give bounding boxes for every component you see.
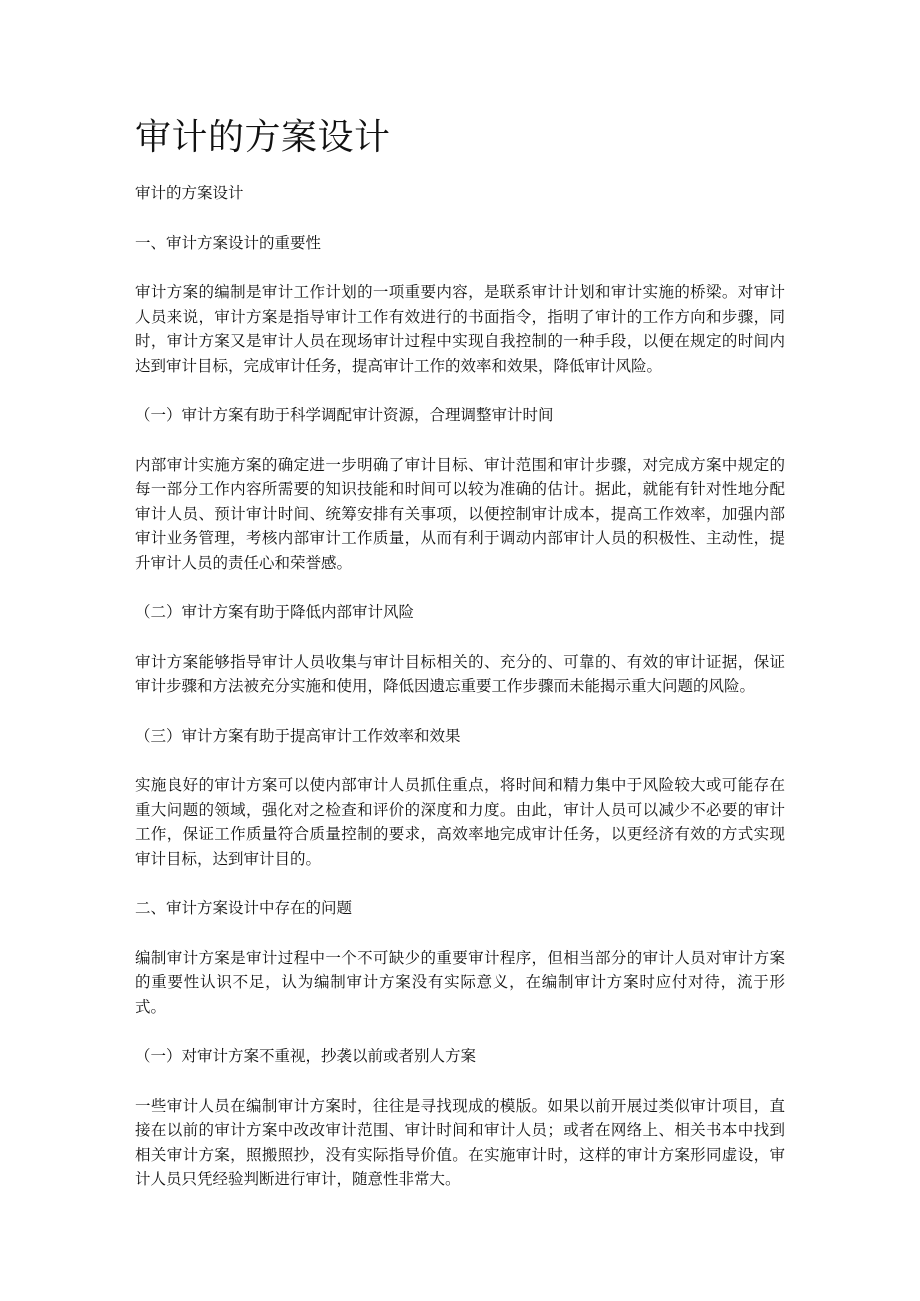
- subsection-heading: （一）对审计方案不重视，抄袭以前或者别人方案: [135, 1047, 477, 1065]
- document-body: [135, 181, 785, 1217]
- body-paragraph: 一些审计人员在编制审计方案时，往往是寻找现成的模版。如果以前开展过类似审计项目，直接在以前的审计方案中改改审计范围、审计时间和审计人员；或者在网络上、相关书本中找到相关审计方案，照搬照抄，没有实际指导价值。在实施审计时，这样的审计方案形同虚设，审计人员只凭经验判断进行审计，随意性非常大。: [135, 1096, 785, 1188]
- body-paragraph: 审计方案能够指导审计人员收集与审计目标相关的、充分的、可靠的、有效的审计证据，保证审计步骤和方法被充分实施和使用，降低因遗忘重要工作步骤而未能揭示重大问题的风险。: [135, 652, 785, 695]
- section-heading-1: 一、审计方案设计的重要性: [135, 233, 322, 252]
- body-paragraph: 审计方案的编制是审计工作计划的一项重要内容，是联系审计计划和审计实施的桥梁。对审计人员来说，审计方案是指导审计工作有效进行的书面指令，指明了审计的工作方向和步骤，同时，审计方案又是审计人员在现场审计过程中实现自我控制的一种手段，以便在规定的时间内达到审计目标，完成审计任务，提高审计工作的效率和效果，降低审计风险。: [135, 283, 785, 375]
- document-title: 审计的方案设计: [135, 117, 391, 158]
- subsection-heading: （三）审计方案有助于提高审计工作效率和效果: [135, 726, 461, 745]
- body-paragraph: 内部审计实施方案的确定进一步明确了审计目标、审计范围和审计步骤，对完成方案中规定的每一部分工作内容所需要的知识技能和时间可以较为准确的估计。据此，就能有针对性地分配审计人员、预计审计时间、统筹安排有关事项，以便控制审计成本，提高工作效率，加强内部审计业务管理，考核内部审计工作质量，从而有利于调动内部审计人员的积极性、主动性，提升审计人员的责任心和荣誉感。: [135, 455, 785, 572]
- section-heading-2: 二、审计方案设计中存在的问题: [135, 899, 353, 917]
- subsection-heading: （二）审计方案有助于降低内部审计风险: [135, 603, 415, 621]
- body-paragraph: 编制审计方案是审计过程中一个不可缺少的重要审计程序，但相当部分的审计人员对审计方案的重要性认识不足，认为编制审计方案没有实际意义，在编制审计方案时应付对待，流于形式。: [135, 948, 785, 1016]
- subsection-heading: （一）审计方案有助于科学调配审计资源，合理调整审计时间: [135, 406, 554, 424]
- document-subtitle: 审计的方案设计: [135, 184, 244, 202]
- body-paragraph: 实施良好的审计方案可以使内部审计人员抓住重点，将时间和精力集中于风险较大或可能存在重大问题的领域，强化对之检查和评价的深度和力度。由此，审计人员可以减少不必要的审计工作，保证工作质量符合质量控制的要求，高效率地完成审计任务，以更经济有效的方式实现审计目标，达到审计目的。: [135, 776, 785, 868]
